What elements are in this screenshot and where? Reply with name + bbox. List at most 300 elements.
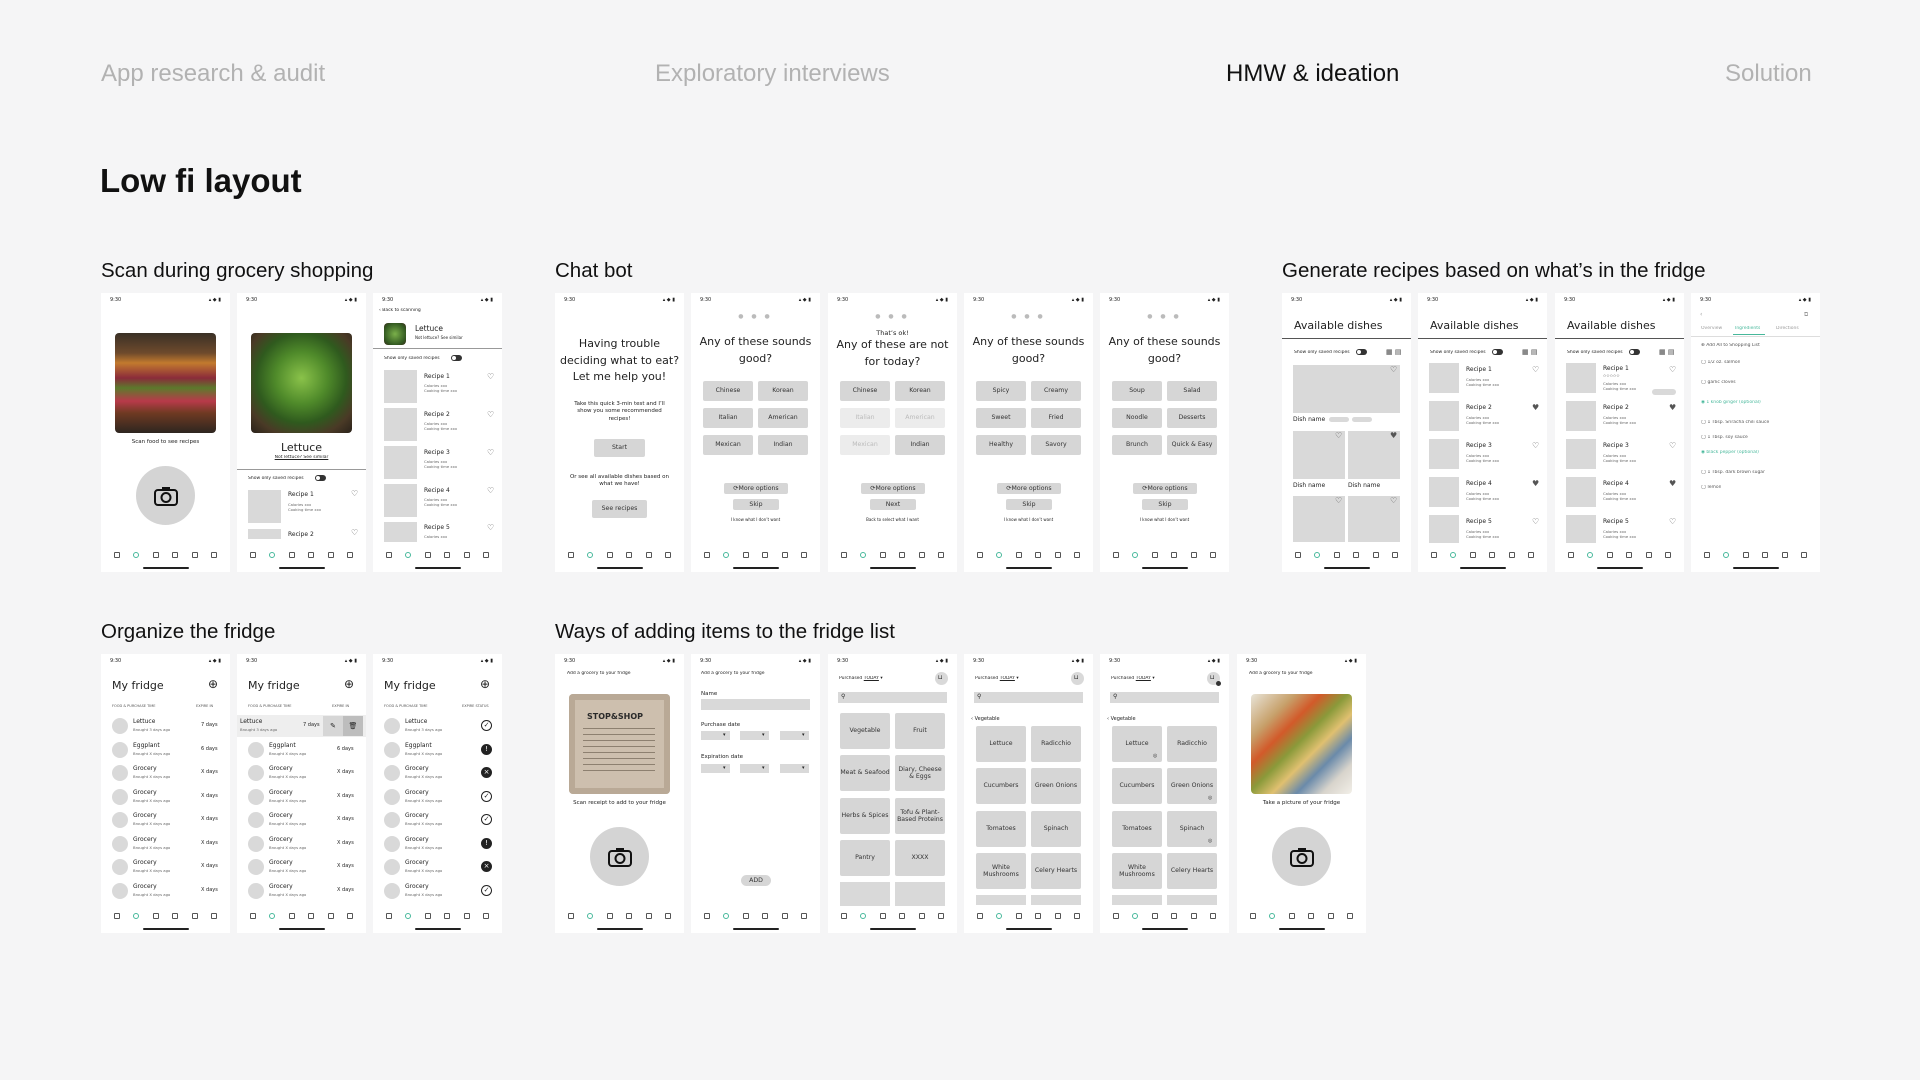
purchase-month-select[interactable] [701, 731, 730, 740]
list-tab-icon[interactable] [1509, 552, 1515, 558]
option-chip[interactable]: Noodle [1112, 408, 1162, 428]
fridge-item-row[interactable] [101, 762, 230, 784]
scan-tab-icon[interactable] [860, 913, 866, 919]
category-tile[interactable]: Meat & Seafood [840, 755, 890, 791]
expiry-year-select[interactable] [780, 764, 809, 773]
category-tile[interactable]: Diary, Cheese & Eggs [895, 755, 945, 791]
fridge-item-row[interactable] [237, 880, 366, 902]
list-tab-icon[interactable] [782, 913, 788, 919]
food-name: Lettuce [133, 718, 156, 725]
fridge-item-row[interactable] [373, 762, 502, 784]
food-avatar [112, 812, 128, 828]
fridge-item-row[interactable] [237, 833, 366, 855]
grocery-tile[interactable]: Spinach [1031, 811, 1081, 847]
option-chip[interactable]: Korean [758, 381, 808, 401]
food-avatar [384, 742, 400, 758]
profile-tab-icon[interactable] [880, 913, 886, 919]
available-dishes-title: Available dishes [1294, 319, 1383, 332]
option-chip[interactable]: Mexican [840, 435, 890, 455]
home-tab-icon[interactable] [1113, 913, 1119, 919]
see-recipes-button[interactable]: See recipes [592, 500, 647, 518]
view-toggle-icon[interactable]: ▦ ▤ [1386, 348, 1402, 356]
profile-tab-icon[interactable] [153, 552, 159, 558]
fridge-tab-icon[interactable] [1210, 913, 1216, 919]
back-vegetable[interactable]: ‹ Vegetable [1107, 716, 1136, 722]
grocery-tile[interactable]: White Mushrooms [976, 853, 1026, 889]
home-tab-icon[interactable] [1113, 552, 1119, 558]
home-tab-icon[interactable] [841, 552, 847, 558]
tab-directions[interactable]: Directions [1776, 326, 1799, 331]
add-icon[interactable]: ⊕ [344, 677, 355, 691]
fridge-item-row[interactable] [237, 715, 366, 737]
calendar-tab-icon[interactable] [1171, 913, 1177, 919]
home-tab-icon[interactable] [1568, 552, 1574, 558]
know-link[interactable]: I know what I don’t want [1003, 517, 1054, 522]
fridge-tab-icon[interactable] [347, 913, 353, 919]
fridge-item-row[interactable] [237, 856, 366, 878]
calendar-tab-icon[interactable] [899, 913, 905, 919]
fridge-tab-icon[interactable] [347, 552, 353, 558]
status-time: 9:30 [837, 658, 849, 664]
profile-tab-icon[interactable] [1016, 552, 1022, 558]
list-tab-icon[interactable] [646, 552, 652, 558]
phone-chat-5: 9:30 ▴ ◆ ▮ ● ● ● Any of these sounds good? Soup Salad Noodle Desserts Brunch Quick & Easy ⟳ More options Skip I know what I don’t want [1100, 293, 1229, 572]
profile-tab-icon[interactable] [743, 552, 749, 558]
category-tile[interactable]: Tofu & Plant-Based Proteins [895, 798, 945, 834]
profile-tab-icon[interactable] [1152, 913, 1158, 919]
grocery-tile[interactable]: Tomatoes [1112, 811, 1162, 847]
fridge-item-row[interactable] [101, 880, 230, 902]
option-chip[interactable]: Korean [895, 381, 945, 401]
scan-tab-icon[interactable] [1269, 913, 1275, 919]
start-button[interactable]: Start [594, 439, 645, 457]
list-tab-icon[interactable] [1191, 913, 1197, 919]
phone-org-2: 9:30 ▴ ◆ ▮ My fridge ⊕ FOOD & PURCHASE TIME EXPIRE IN Lettuce Brought 3 days ago 7 days ✎ 🗑 Eggplant Brought X days ago 6 days Grocery Brought X days ago X days Grocery Brought X days ago X days Grocery Brought X days ago X days Grocery Brought X days ago X days Grocery Brought X days ago X days Grocery Brought X days ago X days [237, 654, 366, 933]
list-tab-icon[interactable] [1646, 552, 1652, 558]
calendar-tab-icon[interactable] [1353, 552, 1359, 558]
food-expiry: X days [201, 769, 218, 775]
option-chip[interactable]: Healthy [976, 435, 1026, 455]
calendar-tab-icon[interactable] [172, 552, 178, 558]
grocery-tile[interactable]: White Mushrooms [1112, 853, 1162, 889]
list-tab-icon[interactable] [192, 913, 198, 919]
home-tab-icon[interactable] [568, 552, 574, 558]
grocery-tile[interactable]: Radicchio [1167, 726, 1217, 762]
calendar-tab-icon[interactable] [308, 552, 314, 558]
category-tile[interactable]: Pantry [840, 840, 890, 876]
more-options-button[interactable]: ⟳ More options [1133, 483, 1197, 494]
home-indicator [733, 928, 779, 930]
category-tile[interactable]: Fruit [895, 713, 945, 749]
back-icon[interactable]: ‹ [1700, 311, 1703, 318]
status-time: 9:30 [973, 297, 985, 303]
food-purchase: Brought X days ago [133, 750, 171, 756]
calendar-tab-icon[interactable] [626, 913, 632, 919]
fridge-item-row[interactable] [101, 856, 230, 878]
fridge-item-row[interactable] [373, 880, 502, 902]
cart-icon: ⊔ [1074, 674, 1079, 681]
nav-solution[interactable]: Solution [1725, 60, 1812, 87]
heart-icon[interactable]: ♡ [351, 528, 359, 537]
back-to-scanning[interactable]: ‹ Back to scanning [379, 308, 421, 313]
home-indicator [1006, 567, 1052, 569]
calendar-tab-icon[interactable] [444, 913, 450, 919]
scan-tab-icon[interactable] [133, 552, 139, 558]
tab-overview[interactable]: Overview [1701, 326, 1723, 331]
home-tab-icon[interactable] [1295, 552, 1301, 558]
calendar-tab-icon[interactable] [1626, 552, 1632, 558]
profile-tab-icon[interactable] [880, 552, 886, 558]
fridge-tab-icon[interactable] [1528, 552, 1534, 558]
grocery-tile[interactable]: Cucumbers [1112, 768, 1162, 804]
phone-add-6: 9:30 ▴ ◆ ▮ Add a grocery to your fridge Take a picture of your fridge [1237, 654, 1366, 933]
grocery-tile[interactable]: Lettuce [976, 726, 1026, 762]
option-chip[interactable]: Mexican [703, 435, 753, 455]
fridge-tab-icon[interactable] [801, 552, 807, 558]
more-options-button[interactable]: ⟳ More options [997, 483, 1061, 494]
list-tab-icon[interactable] [1373, 552, 1379, 558]
calendar-tab-icon[interactable] [626, 552, 632, 558]
scan-tab-icon[interactable] [1723, 552, 1729, 558]
camera-button[interactable] [590, 827, 649, 886]
option-chip[interactable]: Quick & Easy [1167, 435, 1217, 455]
fridge-tab-icon[interactable] [1074, 552, 1080, 558]
profile-tab-icon[interactable] [1470, 552, 1476, 558]
grocery-tile[interactable]: Green Onions [1167, 768, 1217, 804]
list-tab-icon[interactable] [464, 913, 470, 919]
fridge-item-row[interactable] [101, 833, 230, 855]
fridge-tab-icon[interactable] [801, 913, 807, 919]
home-tab-icon[interactable] [977, 552, 983, 558]
scan-tab-icon[interactable] [1450, 552, 1456, 558]
fridge-tab-icon[interactable] [665, 913, 671, 919]
fridge-item-row[interactable] [373, 856, 502, 878]
option-chip[interactable]: Indian [895, 435, 945, 455]
scan-tab-icon[interactable] [405, 552, 411, 558]
profile-tab-icon[interactable] [425, 913, 431, 919]
nav-app-research[interactable]: App research & audit [101, 60, 326, 87]
next-button[interactable]: Next [870, 499, 916, 510]
grocery-tile[interactable]: Spinach [1167, 811, 1217, 847]
option-chip[interactable]: Indian [758, 435, 808, 455]
list-tab-icon[interactable] [1328, 913, 1334, 919]
food-name: Grocery [269, 788, 293, 796]
skip-button[interactable]: Skip [1142, 499, 1188, 510]
scan-tab-icon[interactable] [133, 913, 139, 919]
list-tab-icon[interactable] [464, 552, 470, 558]
profile-tab-icon[interactable] [1289, 913, 1295, 919]
calendar-tab-icon[interactable] [1308, 913, 1314, 919]
list-tab-icon[interactable] [646, 913, 652, 919]
list-tab-icon[interactable] [919, 552, 925, 558]
more-options-button[interactable]: ⟳ More options [861, 483, 925, 494]
status-time: 9:30 [1700, 297, 1712, 303]
nav-hmw-ideation[interactable]: HMW & ideation [1226, 60, 1400, 87]
fridge-tab-icon[interactable] [1210, 552, 1216, 558]
option-chip[interactable]: Chinese [840, 381, 890, 401]
list-tab-icon[interactable] [1055, 552, 1061, 558]
home-tab-icon[interactable] [1250, 913, 1256, 919]
profile-tab-icon[interactable] [289, 552, 295, 558]
more-options-button[interactable]: ⟳ More options [724, 483, 788, 494]
calendar-tab-icon[interactable] [1035, 913, 1041, 919]
home-indicator [1460, 567, 1506, 569]
scan-tab-icon[interactable] [269, 552, 275, 558]
not-lettuce-link[interactable]: Not lettuce? See similar [274, 455, 329, 460]
saved-toggle[interactable] [451, 355, 462, 361]
add-icon[interactable]: ⊕ [480, 677, 491, 691]
scan-tab-icon[interactable] [1132, 913, 1138, 919]
expiry-month-select[interactable] [701, 764, 730, 773]
home-tab-icon[interactable] [841, 913, 847, 919]
edit-icon[interactable]: ✎ [323, 716, 343, 736]
option-chip[interactable]: Italian [840, 408, 890, 428]
home-tab-icon[interactable] [386, 913, 392, 919]
food-purchase: Brought X days ago [405, 868, 443, 873]
food-name: Grocery [405, 788, 429, 796]
not-lettuce-link[interactable]: Not lettuce? See similar [415, 335, 463, 340]
fridge-tab-icon[interactable] [1074, 913, 1080, 919]
option-chip[interactable]: Chinese [703, 381, 753, 401]
home-tab-icon[interactable] [250, 913, 256, 919]
fridge-item-row[interactable] [373, 833, 502, 855]
know-link[interactable]: I know what I don’t want [1139, 517, 1190, 522]
food-avatar [112, 789, 128, 805]
profile-tab-icon[interactable] [1152, 552, 1158, 558]
grocery-tile[interactable]: Radicchio [1031, 726, 1081, 762]
home-tab-icon[interactable] [1704, 552, 1710, 558]
profile-tab-icon[interactable] [289, 913, 295, 919]
profile-tab-icon[interactable] [607, 913, 613, 919]
scan-tab-icon[interactable] [723, 913, 729, 919]
option-chip[interactable]: Salad [1167, 381, 1217, 401]
food-expiry: X days [337, 816, 354, 822]
fridge-item-row[interactable] [101, 715, 230, 737]
option-chip[interactable]: American [895, 408, 945, 428]
grocery-tile[interactable]: Celery Hearts [1167, 853, 1217, 889]
food-name: Lettuce [240, 718, 263, 725]
tab-ingredients[interactable]: Ingredients [1735, 326, 1761, 331]
home-tab-icon[interactable] [386, 552, 392, 558]
bottom-tab-bar [1691, 550, 1820, 560]
option-chip[interactable]: Desserts [1167, 408, 1217, 428]
grocery-tile[interactable]: Green Onions [1031, 768, 1081, 804]
phone-gen-4: 9:30 ▴ ◆ ▮ ‹ ⧉ Overview Ingredients Directions ⊕ Add All to Shopping List ◯ 1/2 oz. salmon ◯ garlic cloves ◉ 1 knob ginger (optional) ◯ 1 Tbsp. Sriracha chili sauce ◯ 1 Tbsp. soy sauce ◉ black pepper (optional) ◯ 1 Tbsp. dark brown sugar ◯ lemon [1691, 293, 1820, 572]
home-tab-icon[interactable] [704, 913, 710, 919]
camera-button[interactable] [1272, 827, 1331, 886]
calendar-tab-icon[interactable] [444, 552, 450, 558]
skip-button[interactable]: Skip [733, 499, 779, 510]
phone-org-1: 9:30 ▴ ◆ ▮ My fridge ⊕ FOOD & PURCHASE TIME EXPIRE IN Lettuce Brought 3 days ago 7 days Eggplant Brought X days ago 6 days Grocery Brought X days ago X days Grocery Brought X days ago X days Grocery Brought X days ago X days Grocery Brought X days ago X days Grocery Brought X days ago X days Grocery Brought X days ago X days [101, 654, 230, 933]
fridge-item-row[interactable] [373, 715, 502, 737]
profile-tab-icon[interactable] [1607, 552, 1613, 558]
category-tile[interactable]: Herbs & Spices [840, 798, 890, 834]
profile-tab-icon[interactable] [1743, 552, 1749, 558]
fridge-tab-icon[interactable] [938, 552, 944, 558]
grocery-tile[interactable]: Cucumbers [976, 768, 1026, 804]
nav-exploratory-interviews[interactable]: Exploratory interviews [655, 60, 890, 87]
food-purchase: Brought X days ago [405, 821, 443, 826]
fridge-tab-icon[interactable] [1347, 913, 1353, 919]
add-all-shopping-link[interactable]: ⊕ Add All to Shopping List [1701, 343, 1760, 348]
home-tab-icon[interactable] [704, 552, 710, 558]
check-status-icon: ✓ [481, 885, 492, 896]
calendar-tab-icon[interactable] [762, 913, 768, 919]
list-tab-icon[interactable] [1191, 552, 1197, 558]
option-chip[interactable]: Sweet [976, 408, 1026, 428]
home-tab-icon[interactable] [568, 913, 574, 919]
trash-icon[interactable]: 🗑 [343, 716, 363, 736]
purchase-year-select[interactable] [780, 731, 809, 740]
calendar-tab-icon[interactable] [1035, 552, 1041, 558]
home-tab-icon[interactable] [114, 552, 120, 558]
profile-tab-icon[interactable] [743, 913, 749, 919]
home-tab-icon[interactable] [977, 913, 983, 919]
option-chip[interactable]: American [758, 408, 808, 428]
scan-result-title: Lettuce [280, 441, 323, 454]
name-input[interactable] [701, 699, 810, 710]
scan-tab-icon[interactable] [269, 913, 275, 919]
search-input[interactable] [1110, 692, 1219, 703]
profile-tab-icon[interactable] [153, 913, 159, 919]
home-indicator [279, 928, 325, 930]
option-chip[interactable]: Savory [1031, 435, 1081, 455]
scan-tab-icon[interactable] [587, 913, 593, 919]
list-tab-icon[interactable] [1782, 552, 1788, 558]
search-input[interactable] [974, 692, 1083, 703]
know-link[interactable]: I know what I don’t want [730, 517, 781, 522]
option-chip[interactable]: Fried [1031, 408, 1081, 428]
fridge-tab-icon[interactable] [211, 552, 217, 558]
fridge-tab-icon[interactable] [665, 552, 671, 558]
share-icon[interactable]: ⧉ [1804, 311, 1809, 318]
food-purchase: Brought X days ago [133, 821, 171, 826]
food-expiry: X days [337, 886, 354, 893]
list-tab-icon[interactable] [782, 552, 788, 558]
food-avatar [384, 859, 400, 875]
scan-tab-icon[interactable] [405, 913, 411, 919]
profile-tab-icon[interactable] [1016, 913, 1022, 919]
add-button[interactable]: ADD [741, 875, 771, 886]
category-tile[interactable]: Vegetable [840, 713, 890, 749]
purchase-day-select[interactable] [740, 731, 769, 740]
calendar-tab-icon[interactable] [308, 913, 314, 919]
option-chip[interactable]: Italian [703, 408, 753, 428]
bottom-tab-bar [1100, 911, 1229, 921]
fridge-item-row[interactable] [237, 762, 366, 784]
heart-icon[interactable]: ♡ [351, 489, 359, 498]
calendar-tab-icon[interactable] [172, 913, 178, 919]
status-time: 9:30 [973, 658, 985, 664]
expiry-day-select[interactable] [740, 764, 769, 773]
home-tab-icon[interactable] [114, 913, 120, 919]
list-tab-icon[interactable] [192, 552, 198, 558]
search-input[interactable] [838, 692, 947, 703]
status-time: 9:30 [1246, 658, 1258, 664]
check-status-icon: ✓ [481, 791, 492, 802]
fridge-tab-icon[interactable] [483, 913, 489, 919]
fridge-tab-icon[interactable] [1801, 552, 1807, 558]
profile-tab-icon[interactable] [607, 552, 613, 558]
grocery-tile[interactable]: Lettuce [1112, 726, 1162, 762]
option-chip[interactable]: Spicy [976, 381, 1026, 401]
option-chip[interactable]: Brunch [1112, 435, 1162, 455]
calendar-tab-icon[interactable] [762, 552, 768, 558]
grocery-tile[interactable]: Tomatoes [976, 811, 1026, 847]
list-tab-icon[interactable] [919, 913, 925, 919]
calendar-tab-icon[interactable] [1489, 552, 1495, 558]
search-icon: ⚲ [977, 693, 982, 700]
phone-add-4: 9:30 ▴ ◆ ▮ Purchased TODAY ▾ ⊔ ⚲ ‹ Vegetable Lettuce Radicchio Cucumbers Green Onions Tomatoes Spinach White Mushrooms Celery Hearts [964, 654, 1093, 933]
fridge-item-row[interactable] [373, 739, 502, 761]
calendar-tab-icon[interactable] [899, 552, 905, 558]
back-vegetable[interactable]: ‹ Vegetable [971, 716, 1000, 722]
scan-tab-icon[interactable] [1132, 552, 1138, 558]
cross-status-icon: × [481, 767, 492, 778]
home-tab-icon[interactable] [1431, 552, 1437, 558]
scan-tab-icon[interactable] [587, 552, 593, 558]
food-expiry: X days [337, 839, 354, 846]
fridge-tab-icon[interactable] [211, 913, 217, 919]
fridge-item-row[interactable] [101, 809, 230, 831]
option-chip[interactable]: Soup [1112, 381, 1162, 401]
category-tile[interactable]: XXXX [895, 840, 945, 876]
bottom-tab-bar [237, 911, 366, 921]
scan-tab-icon[interactable] [996, 913, 1002, 919]
profile-tab-icon[interactable] [1334, 552, 1340, 558]
camera-button[interactable] [136, 466, 195, 525]
home-indicator [415, 928, 461, 930]
calendar-tab-icon[interactable] [1762, 552, 1768, 558]
fridge-item-row[interactable] [237, 786, 366, 808]
food-avatar [384, 789, 400, 805]
skip-button[interactable]: Skip [1006, 499, 1052, 510]
saved-toggle[interactable] [1356, 349, 1367, 355]
list-tab-icon[interactable] [328, 913, 334, 919]
option-chip[interactable]: Creamy [1031, 381, 1081, 401]
fridge-item-row[interactable] [101, 739, 230, 761]
food-expiry: 7 days [201, 722, 218, 728]
grocery-tile[interactable]: Celery Hearts [1031, 853, 1081, 889]
scan-tab-icon[interactable] [1314, 552, 1320, 558]
fridge-item-row[interactable] [237, 739, 366, 761]
profile-tab-icon[interactable] [425, 552, 431, 558]
fridge-tab-icon[interactable] [1392, 552, 1398, 558]
list-tab-icon[interactable] [328, 552, 334, 558]
fridge-item-row[interactable] [373, 809, 502, 831]
home-indicator [1142, 567, 1188, 569]
fridge-item-row[interactable] [373, 786, 502, 808]
scan-tab-icon[interactable] [860, 552, 866, 558]
back-link[interactable]: Back to select what I want [866, 517, 919, 522]
fridge-item-row[interactable] [237, 809, 366, 831]
my-fridge-title: My fridge [112, 679, 164, 692]
list-tab-icon[interactable] [1055, 913, 1061, 919]
fridge-tab-icon[interactable] [483, 552, 489, 558]
calendar-tab-icon[interactable] [1171, 552, 1177, 558]
saved-toggle[interactable] [315, 475, 326, 481]
food-name: Grocery [269, 859, 293, 866]
scan-tab-icon[interactable] [996, 552, 1002, 558]
scan-tab-icon[interactable] [723, 552, 729, 558]
add-icon[interactable]: ⊕ [208, 677, 219, 691]
scan-tab-icon[interactable] [1587, 552, 1593, 558]
fridge-item-row[interactable] [101, 786, 230, 808]
home-tab-icon[interactable] [250, 552, 256, 558]
fridge-tab-icon[interactable] [938, 913, 944, 919]
fridge-tab-icon[interactable] [1665, 552, 1671, 558]
phone-scan-2: 9:30 ▴ ◆ ▮ Lettuce Not lettuce? See similar Show only saved recipes Recipe 1 Calories xxx Cooking time xxx ♡ Recipe 2 ♡ [237, 293, 366, 572]
